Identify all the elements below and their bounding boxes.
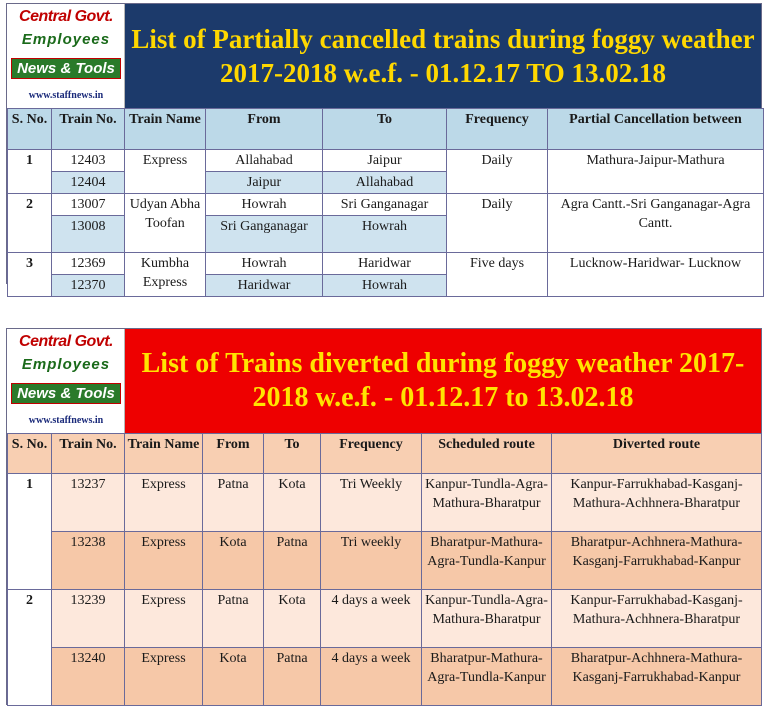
- train-name-cell: Express: [125, 590, 203, 648]
- from-cell: Howrah: [206, 194, 323, 216]
- staffnews-logo: [7, 329, 125, 433]
- header-from: From: [206, 109, 323, 150]
- logo-line-1: Central Govt.: [19, 8, 113, 25]
- header-partial-cancellation: Partial Cancellation between: [548, 109, 764, 150]
- header-frequency: Frequency: [447, 109, 548, 150]
- header-scheduled-route: Scheduled route: [422, 434, 552, 474]
- frequency-cell: Daily: [447, 150, 548, 194]
- table-row: [8, 590, 762, 648]
- to-cell: Sri Ganganagar: [323, 194, 447, 216]
- partial-cancellation-table: [7, 108, 764, 297]
- frequency-cell: Five days: [447, 253, 548, 297]
- train-no-cell: 13237: [52, 474, 125, 532]
- logo-line-2: Employees: [21, 31, 111, 48]
- frequency-cell: Tri Weekly: [321, 474, 422, 532]
- table-row: [8, 194, 764, 216]
- banner: [7, 329, 761, 433]
- header-to: To: [264, 434, 321, 474]
- header-sno: S. No.: [8, 434, 52, 474]
- train-name-cell: Udyan Abha Toofan: [125, 194, 206, 253]
- partial-cancellation-cell: Lucknow-Haridwar- Lucknow: [548, 253, 764, 297]
- to-cell: Howrah: [323, 216, 447, 253]
- to-cell: Allahabad: [323, 172, 447, 194]
- to-cell: Jaipur: [323, 150, 447, 172]
- logo-line-3: News & Tools: [11, 58, 121, 79]
- header-train-no: Train No.: [52, 434, 125, 474]
- train-no-cell: 13240: [52, 648, 125, 706]
- header-to: To: [323, 109, 447, 150]
- scheduled-route-cell: Kanpur-Tundla-Agra-Mathura-Bharatpur: [422, 590, 552, 648]
- to-cell: Howrah: [323, 275, 447, 297]
- train-no-cell: 12370: [52, 275, 125, 297]
- diverted-route-cell: Kanpur-Farrukhabad-Kasganj-Mathura-Achhnera-Bharatpur: [552, 474, 762, 532]
- sno-cell: 1: [8, 474, 52, 590]
- train-no-cell: 12404: [52, 172, 125, 194]
- from-cell: Patna: [203, 474, 264, 532]
- train-name-cell: Express: [125, 474, 203, 532]
- diverted-route-cell: Bharatpur-Achhnera-Mathura-Kasganj-Farrukhabad-Kanpur: [552, 648, 762, 706]
- from-cell: Sri Ganganagar: [206, 216, 323, 253]
- from-cell: Haridwar: [206, 275, 323, 297]
- header-train-name: Train Name: [125, 434, 203, 474]
- train-no-cell: 13008: [52, 216, 125, 253]
- scheduled-route-cell: Kanpur-Tundla-Agra-Mathura-Bharatpur: [422, 474, 552, 532]
- train-no-cell: 13007: [52, 194, 125, 216]
- staffnews-logo: [7, 4, 125, 108]
- to-cell: Patna: [264, 532, 321, 590]
- from-cell: Allahabad: [206, 150, 323, 172]
- frequency-cell: 4 days a week: [321, 590, 422, 648]
- to-cell: Patna: [264, 648, 321, 706]
- table-row: [8, 648, 762, 706]
- from-cell: Kota: [203, 648, 264, 706]
- sno-cell: 2: [8, 194, 52, 253]
- logo-line-3: News & Tools: [11, 383, 121, 404]
- diverted-trains-panel: [6, 328, 762, 705]
- page-title: List of Partially cancelled trains during foggy weather 2017-2018 w.e.f. - 01.12.17 TO 13.02.18: [125, 4, 761, 108]
- train-name-cell: Kumbha Express: [125, 253, 206, 297]
- logo-line-1: Central Govt.: [19, 333, 113, 350]
- train-name-cell: Express: [125, 532, 203, 590]
- from-cell: Howrah: [206, 253, 323, 275]
- to-cell: Haridwar: [323, 253, 447, 275]
- from-cell: Jaipur: [206, 172, 323, 194]
- sno-cell: 2: [8, 590, 52, 706]
- train-name-cell: Express: [125, 648, 203, 706]
- train-name-cell: Express: [125, 150, 206, 194]
- train-no-cell: 13239: [52, 590, 125, 648]
- frequency-cell: Daily: [447, 194, 548, 253]
- train-no-cell: 12403: [52, 150, 125, 172]
- train-no-cell: 12369: [52, 253, 125, 275]
- partial-cancellation-cell: Mathura-Jaipur-Mathura: [548, 150, 764, 194]
- frequency-cell: 4 days a week: [321, 648, 422, 706]
- diverted-trains-table: [7, 433, 762, 706]
- to-cell: Kota: [264, 474, 321, 532]
- logo-url: www.staffnews.in: [28, 90, 104, 101]
- scheduled-route-cell: Bharatpur-Mathura-Agra-Tundla-Kanpur: [422, 648, 552, 706]
- to-cell: Kota: [264, 590, 321, 648]
- scheduled-route-cell: Bharatpur-Mathura-Agra-Tundla-Kanpur: [422, 532, 552, 590]
- header-diverted-route: Diverted route: [552, 434, 762, 474]
- table-row: [8, 150, 764, 172]
- header-train-name: Train Name: [125, 109, 206, 150]
- header-from: From: [203, 434, 264, 474]
- frequency-cell: Tri weekly: [321, 532, 422, 590]
- logo-line-2: Employees: [21, 356, 111, 373]
- diverted-route-cell: Bharatpur-Achhnera-Mathura-Kasganj-Farrukhabad-Kanpur: [552, 532, 762, 590]
- sno-cell: 1: [8, 150, 52, 194]
- table-row: [8, 253, 764, 275]
- header-train-no: Train No.: [52, 109, 125, 150]
- banner: [7, 4, 761, 108]
- diverted-route-cell: Kanpur-Farrukhabad-Kasganj-Mathura-Achhnera-Bharatpur: [552, 590, 762, 648]
- page-title: List of Trains diverted during foggy weather 2017-2018 w.e.f. - 01.12.17 to 13.02.18: [125, 329, 761, 433]
- header-sno: S. No.: [8, 109, 52, 150]
- header-frequency: Frequency: [321, 434, 422, 474]
- from-cell: Patna: [203, 590, 264, 648]
- train-no-cell: 13238: [52, 532, 125, 590]
- table-row: [8, 474, 762, 532]
- partial-cancellation-cell: Agra Cantt.-Sri Ganganagar-Agra Cantt.: [548, 194, 764, 253]
- table-row: [8, 532, 762, 590]
- partial-cancellation-panel: [6, 3, 762, 293]
- logo-url: www.staffnews.in: [28, 415, 104, 426]
- sno-cell: 3: [8, 253, 52, 297]
- from-cell: Kota: [203, 532, 264, 590]
